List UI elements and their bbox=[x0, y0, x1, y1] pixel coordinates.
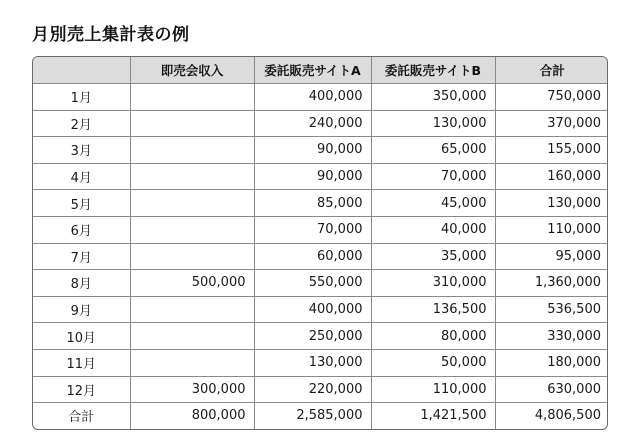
site-a-cell: 400,000 bbox=[254, 84, 371, 111]
event-sales-cell bbox=[130, 110, 254, 137]
total-cell: 536,500 bbox=[495, 296, 608, 323]
total-cell: 750,000 bbox=[495, 84, 608, 111]
site-b-cell: 45,000 bbox=[371, 190, 495, 217]
page-title: 月別売上集計表の例 bbox=[32, 25, 190, 45]
event-sales-cell: 800,000 bbox=[130, 403, 254, 429]
row-label-cell: 12月 bbox=[33, 376, 130, 403]
site-b-cell: 50,000 bbox=[371, 349, 495, 376]
header-cell-event-sales: 即売会収入 bbox=[130, 57, 254, 84]
table-row bbox=[33, 216, 608, 243]
site-b-cell: 80,000 bbox=[371, 323, 495, 350]
event-sales-cell bbox=[130, 190, 254, 217]
event-sales-cell bbox=[130, 349, 254, 376]
site-a-cell: 90,000 bbox=[254, 163, 371, 190]
event-sales-cell bbox=[130, 323, 254, 350]
header-cell-site-a: 委託販売サイトA bbox=[254, 57, 371, 84]
total-cell: 630,000 bbox=[495, 376, 608, 403]
site-a-cell: 550,000 bbox=[254, 270, 371, 297]
row-label-cell: 合計 bbox=[33, 403, 130, 429]
table-row bbox=[33, 270, 608, 297]
total-cell: 370,000 bbox=[495, 110, 608, 137]
table-row bbox=[33, 296, 608, 323]
site-a-cell: 90,000 bbox=[254, 137, 371, 164]
total-cell: 130,000 bbox=[495, 190, 608, 217]
table-row bbox=[33, 323, 608, 350]
row-label-cell: 4月 bbox=[33, 163, 130, 190]
table-row bbox=[33, 84, 608, 111]
total-cell: 180,000 bbox=[495, 349, 608, 376]
row-label-cell: 7月 bbox=[33, 243, 130, 270]
site-a-cell: 60,000 bbox=[254, 243, 371, 270]
table-header-row bbox=[33, 57, 608, 84]
site-a-cell: 85,000 bbox=[254, 190, 371, 217]
site-b-cell: 70,000 bbox=[371, 163, 495, 190]
total-cell: 1,360,000 bbox=[495, 270, 608, 297]
site-b-cell: 65,000 bbox=[371, 137, 495, 164]
site-a-cell: 130,000 bbox=[254, 349, 371, 376]
header-cell-site-b: 委託販売サイトB bbox=[371, 57, 495, 84]
site-b-cell: 1,421,500 bbox=[371, 403, 495, 429]
table-row bbox=[33, 110, 608, 137]
event-sales-cell: 300,000 bbox=[130, 376, 254, 403]
table-row bbox=[33, 376, 608, 403]
event-sales-cell bbox=[130, 84, 254, 111]
row-label-cell: 6月 bbox=[33, 216, 130, 243]
header-cell-total: 合計 bbox=[495, 57, 608, 84]
total-cell: 330,000 bbox=[495, 323, 608, 350]
site-a-cell: 220,000 bbox=[254, 376, 371, 403]
site-b-cell: 350,000 bbox=[371, 84, 495, 111]
site-b-cell: 136,500 bbox=[371, 296, 495, 323]
site-b-cell: 35,000 bbox=[371, 243, 495, 270]
row-label-cell: 3月 bbox=[33, 137, 130, 164]
site-a-cell: 240,000 bbox=[254, 110, 371, 137]
table-row bbox=[33, 243, 608, 270]
site-a-cell: 400,000 bbox=[254, 296, 371, 323]
event-sales-cell: 500,000 bbox=[130, 270, 254, 297]
site-a-cell: 250,000 bbox=[254, 323, 371, 350]
row-label-cell: 11月 bbox=[33, 349, 130, 376]
total-cell: 4,806,500 bbox=[495, 403, 608, 429]
row-label-cell: 1月 bbox=[70, 91, 92, 107]
site-b-cell: 130,000 bbox=[371, 110, 495, 137]
total-cell: 110,000 bbox=[495, 216, 608, 243]
table-row bbox=[33, 163, 608, 190]
table-row bbox=[33, 349, 608, 376]
site-b-cell: 110,000 bbox=[371, 376, 495, 403]
total-cell: 95,000 bbox=[495, 243, 608, 270]
sales-summary-table-container bbox=[32, 56, 608, 430]
row-label-cell: 2月 bbox=[33, 110, 130, 137]
table-row bbox=[33, 190, 608, 217]
site-b-cell: 40,000 bbox=[371, 216, 495, 243]
table-row bbox=[33, 137, 608, 164]
table-total-row bbox=[33, 403, 608, 429]
event-sales-cell bbox=[130, 216, 254, 243]
row-label-cell: 10月 bbox=[33, 323, 130, 350]
event-sales-cell bbox=[130, 296, 254, 323]
site-a-cell: 2,585,000 bbox=[254, 403, 371, 429]
monthly-sales-table bbox=[33, 57, 608, 429]
row-label-cell: 9月 bbox=[33, 296, 130, 323]
header-cell-month bbox=[33, 57, 130, 84]
event-sales-cell bbox=[130, 163, 254, 190]
total-cell: 160,000 bbox=[495, 163, 608, 190]
row-label-cell: 5月 bbox=[33, 190, 130, 217]
total-cell: 155,000 bbox=[495, 137, 608, 164]
event-sales-cell bbox=[130, 243, 254, 270]
event-sales-cell bbox=[130, 137, 254, 164]
site-b-cell: 310,000 bbox=[371, 270, 495, 297]
site-a-cell: 70,000 bbox=[254, 216, 371, 243]
row-label-cell: 8月 bbox=[33, 270, 130, 297]
